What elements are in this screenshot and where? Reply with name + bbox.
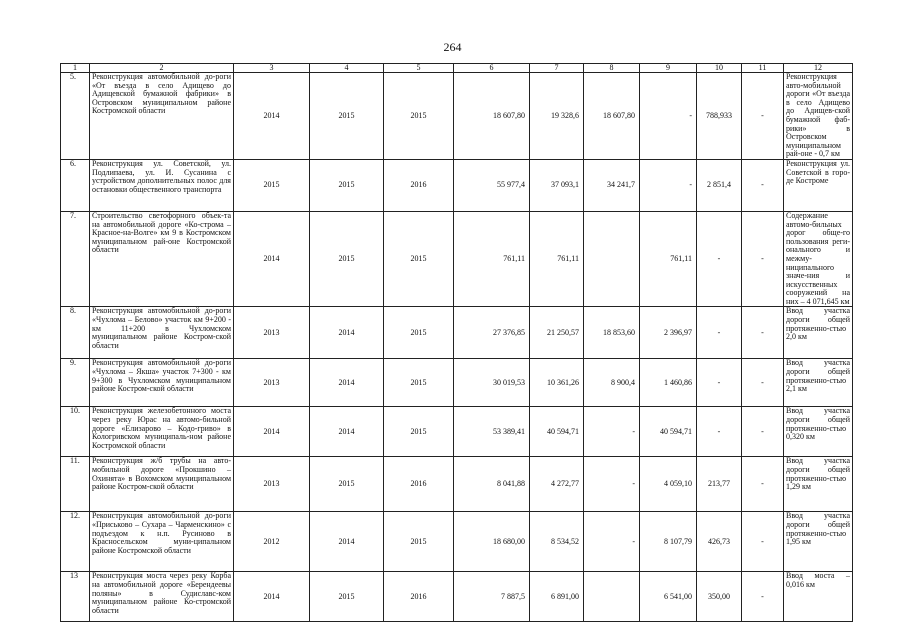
result-description: Реконструкция авто-мобильной дороги «От въезда в село Адищево до Адищев-ской бумажной фаб-рики» в Островском муниципальном рай-оне - 0,7 км bbox=[784, 73, 853, 160]
row-number: 11. bbox=[61, 457, 90, 512]
year-col-4: 2015 bbox=[310, 457, 384, 512]
table-row bbox=[61, 211, 853, 307]
value-col-9: - bbox=[640, 159, 697, 211]
year-col-3: 2014 bbox=[234, 407, 310, 457]
project-description: Строительство светофорного объек-та на автомобильной дороге «Ко-строма – Красное-на-Волге» км 9 в Костромском муниципальном рай-оне Костромской области bbox=[90, 211, 234, 307]
column-number: 12 bbox=[784, 64, 853, 73]
value-col-11: - bbox=[742, 359, 784, 407]
project-description: Реконструкция автомобильной до-роги «Приськово – Сухара – Чарменскино» с подъездом к н.п. Русиново в Красносельском муни-ципальном районе Костромской области bbox=[90, 512, 234, 572]
value-col-11: - bbox=[742, 159, 784, 211]
result-description: Ввод участка дороги общей протяженно-стью 1,95 км bbox=[784, 512, 853, 572]
value-col-8: - bbox=[584, 512, 640, 572]
value-col-9: 1 460,86 bbox=[640, 359, 697, 407]
project-description: Реконструкция автомобильной до-роги «Чухлома – Якша» участок 7+300 - км 9+300 в Чухломском муниципальном районе Костром-ской области bbox=[90, 359, 234, 407]
year-col-5: 2016 bbox=[384, 457, 454, 512]
year-col-5: 2015 bbox=[384, 512, 454, 572]
project-description: Реконструкция моста через реку Корба на автомобильной дороге «Берендеевы поляны» в Судиславс-ком муниципальном районе Ко-стромской области bbox=[90, 572, 234, 622]
value-col-11: - bbox=[742, 407, 784, 457]
row-number: 5. bbox=[61, 73, 90, 160]
column-number: 2 bbox=[90, 64, 234, 73]
value-col-9: 6 541,00 bbox=[640, 572, 697, 622]
value-col-10: 788,933 bbox=[697, 73, 742, 160]
year-col-4: 2015 bbox=[310, 572, 384, 622]
value-col-7: 761,11 bbox=[530, 211, 584, 307]
value-col-11: - bbox=[742, 307, 784, 359]
year-col-5: 2015 bbox=[384, 359, 454, 407]
project-description: Реконструкция автомобильной до-роги «От въезда в село Адищево до Адищевской бумажной фабрики» в Островском муниципальном районе Костромской области bbox=[90, 73, 234, 160]
project-description: Реконструкция автомобильной до-роги «Чухлома – Белово» участок км 9+200 - км 11+200 в Чухломском муниципальном районе Костром-ской области bbox=[90, 307, 234, 359]
result-description: Ввод участка дороги общей протяженно-стью 2,1 км bbox=[784, 359, 853, 407]
value-col-9: 2 396,97 bbox=[640, 307, 697, 359]
row-number: 9. bbox=[61, 359, 90, 407]
table-row bbox=[61, 307, 853, 359]
year-col-5: 2015 bbox=[384, 307, 454, 359]
result-description: Ввод участка дороги общей протяженно-стью 1,29 км bbox=[784, 457, 853, 512]
value-col-10: - bbox=[697, 407, 742, 457]
project-description: Реконструкция ж/б трубы на авто-мобильной дороге «Прокшино – Охинята» в Вохомском муниципальном районе Костром-ской области bbox=[90, 457, 234, 512]
value-col-6: 18 607,80 bbox=[454, 73, 530, 160]
column-number: 1 bbox=[61, 64, 90, 73]
data-table bbox=[60, 63, 853, 622]
table-row bbox=[61, 359, 853, 407]
value-col-10: - bbox=[697, 359, 742, 407]
year-col-5: 2015 bbox=[384, 407, 454, 457]
value-col-8: - bbox=[584, 407, 640, 457]
value-col-10: - bbox=[697, 211, 742, 307]
value-col-6: 7 887,5 bbox=[454, 572, 530, 622]
value-col-6: 18 680,00 bbox=[454, 512, 530, 572]
value-col-6: 761,11 bbox=[454, 211, 530, 307]
value-col-6: 8 041,88 bbox=[454, 457, 530, 512]
value-col-6: 55 977,4 bbox=[454, 159, 530, 211]
table-row bbox=[61, 457, 853, 512]
value-col-7: 21 250,57 bbox=[530, 307, 584, 359]
year-col-5: 2015 bbox=[384, 73, 454, 160]
result-description: Ввод участка дороги общей протяженно-стью 0,320 км bbox=[784, 407, 853, 457]
column-number: 9 bbox=[640, 64, 697, 73]
result-description: Реконструкция ул. Советской в горо-де Костроме bbox=[784, 159, 853, 211]
year-col-3: 2014 bbox=[234, 73, 310, 160]
row-number: 8. bbox=[61, 307, 90, 359]
value-col-7: 10 361,26 bbox=[530, 359, 584, 407]
row-number: 10. bbox=[61, 407, 90, 457]
column-number-row bbox=[61, 64, 853, 73]
year-col-5: 2016 bbox=[384, 159, 454, 211]
year-col-3: 2012 bbox=[234, 512, 310, 572]
value-col-7: 6 891,00 bbox=[530, 572, 584, 622]
project-description: Реконструкция железобетонного моста через реку Юрас на автомо-бильной дороге «Елизарово – Кодо-гриво» в Кологривском муниципаль-ном районе Костромской области bbox=[90, 407, 234, 457]
result-description: Ввод моста – 0,016 км bbox=[784, 572, 853, 622]
row-number: 13 bbox=[61, 572, 90, 622]
year-col-4: 2015 bbox=[310, 159, 384, 211]
value-col-10: 350,00 bbox=[697, 572, 742, 622]
column-number: 10 bbox=[697, 64, 742, 73]
value-col-8: 18 853,60 bbox=[584, 307, 640, 359]
value-col-11: - bbox=[742, 572, 784, 622]
row-number: 7. bbox=[61, 211, 90, 307]
value-col-7: 4 272,77 bbox=[530, 457, 584, 512]
page-number: 264 bbox=[443, 40, 462, 54]
project-description: Реконструкция ул. Советской, ул. Подлипаева, ул. И. Сусанина с устройством дополнительных полос для остановки общественного транспорта bbox=[90, 159, 234, 211]
value-col-9: 761,11 bbox=[640, 211, 697, 307]
year-col-5: 2015 bbox=[384, 211, 454, 307]
table-row bbox=[61, 407, 853, 457]
value-col-11: - bbox=[742, 73, 784, 160]
value-col-8: 18 607,80 bbox=[584, 73, 640, 160]
value-col-8: - bbox=[584, 457, 640, 512]
table-row bbox=[61, 512, 853, 572]
year-col-3: 2013 bbox=[234, 307, 310, 359]
year-col-5: 2016 bbox=[384, 572, 454, 622]
year-col-4: 2015 bbox=[310, 211, 384, 307]
value-col-10: - bbox=[697, 307, 742, 359]
year-col-3: 2013 bbox=[234, 359, 310, 407]
value-col-6: 27 376,85 bbox=[454, 307, 530, 359]
year-col-4: 2014 bbox=[310, 512, 384, 572]
value-col-9: 40 594,71 bbox=[640, 407, 697, 457]
value-col-10: 426,73 bbox=[697, 512, 742, 572]
value-col-10: 2 851,4 bbox=[697, 159, 742, 211]
value-col-10: 213,77 bbox=[697, 457, 742, 512]
table-row bbox=[61, 159, 853, 211]
value-col-8: 8 900,4 bbox=[584, 359, 640, 407]
column-number: 5 bbox=[384, 64, 454, 73]
value-col-7: 19 328,6 bbox=[530, 73, 584, 160]
value-col-7: 37 093,1 bbox=[530, 159, 584, 211]
value-col-11: - bbox=[742, 211, 784, 307]
row-number: 6. bbox=[61, 159, 90, 211]
value-col-7: 8 534,52 bbox=[530, 512, 584, 572]
value-col-9: - bbox=[640, 73, 697, 160]
value-col-8 bbox=[584, 572, 640, 622]
year-col-3: 2015 bbox=[234, 159, 310, 211]
column-number: 8 bbox=[584, 64, 640, 73]
value-col-11: - bbox=[742, 457, 784, 512]
value-col-6: 53 389,41 bbox=[454, 407, 530, 457]
column-number: 3 bbox=[234, 64, 310, 73]
row-number: 12. bbox=[61, 512, 90, 572]
value-col-9: 8 107,79 bbox=[640, 512, 697, 572]
value-col-8 bbox=[584, 211, 640, 307]
column-number: 7 bbox=[530, 64, 584, 73]
value-col-9: 4 059,10 bbox=[640, 457, 697, 512]
column-number: 6 bbox=[454, 64, 530, 73]
year-col-4: 2015 bbox=[310, 73, 384, 160]
table-row bbox=[61, 572, 853, 622]
year-col-4: 2014 bbox=[310, 359, 384, 407]
year-col-3: 2014 bbox=[234, 211, 310, 307]
year-col-3: 2014 bbox=[234, 572, 310, 622]
table-row bbox=[61, 73, 853, 160]
result-description: Содержание автомо-бильных дорог обще-го пользования реги-онального и межму-ниципального значе-ния и искусственных сооружений на них – 4 071,645 км bbox=[784, 211, 853, 307]
year-col-4: 2014 bbox=[310, 307, 384, 359]
value-col-11: - bbox=[742, 512, 784, 572]
value-col-7: 40 594,71 bbox=[530, 407, 584, 457]
year-col-4: 2014 bbox=[310, 407, 384, 457]
value-col-8: 34 241,7 bbox=[584, 159, 640, 211]
value-col-6: 30 019,53 bbox=[454, 359, 530, 407]
result-description: Ввод участка дороги общей протяженно-стью 2,0 км bbox=[784, 307, 853, 359]
year-col-3: 2013 bbox=[234, 457, 310, 512]
column-number: 11 bbox=[742, 64, 784, 73]
column-number: 4 bbox=[310, 64, 384, 73]
